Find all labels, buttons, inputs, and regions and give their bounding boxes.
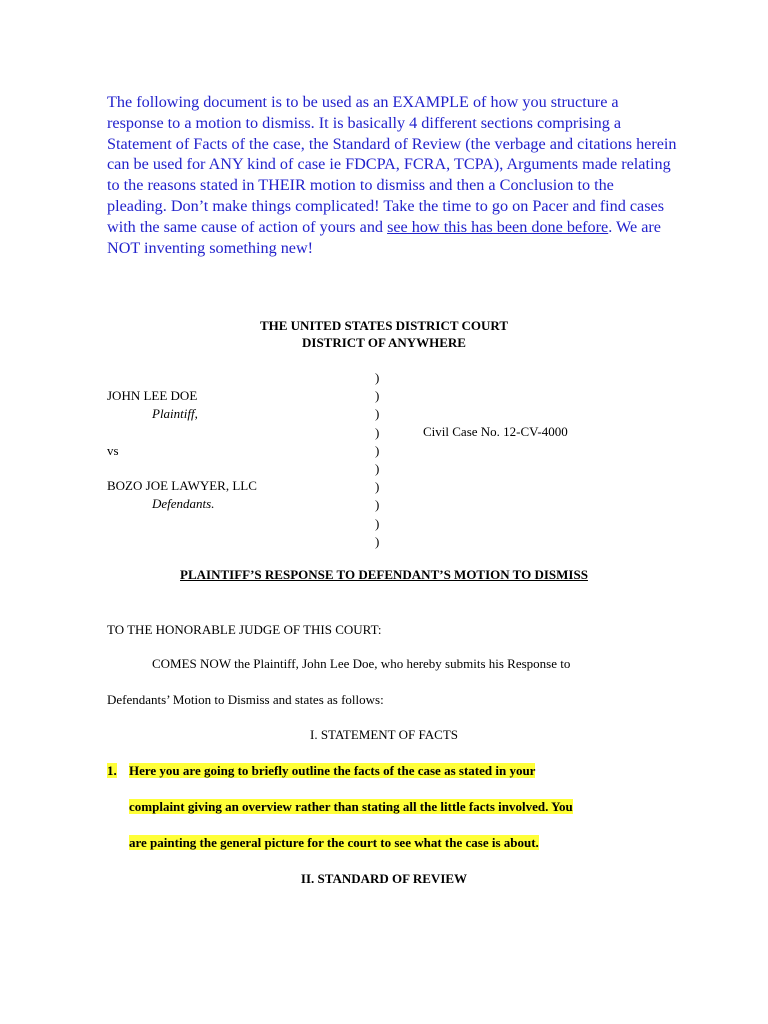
defendant-role: Defendants. (152, 496, 215, 511)
fact-item-number-text: 1. (107, 763, 117, 778)
caption-paren: ) (375, 515, 380, 531)
fact-item-number (107, 762, 117, 779)
versus-text: vs (107, 443, 119, 458)
fact-line-1-text: Here you are going to briefly outline the facts of the case as stated in your (129, 763, 536, 778)
defendant-name: BOZO JOE LAWYER, LLC (107, 478, 257, 493)
opening-line-1: COMES NOW the Plaintiff, John Lee Doe, who hereby submits his Response to (152, 656, 571, 671)
caption-paren-column (375, 369, 379, 551)
intro-instructions (107, 92, 677, 258)
caption-paren: ) (375, 388, 380, 404)
caption-paren: ) (375, 479, 380, 495)
plaintiff-role: Plaintiff, (152, 406, 198, 421)
caption-paren: ) (375, 424, 380, 440)
caption-paren: ) (375, 460, 380, 476)
fact-line-1 (129, 762, 535, 779)
fact-line-2 (129, 798, 573, 815)
salutation: TO THE HONORABLE JUDGE OF THIS COURT: (107, 622, 382, 637)
fact-line-3-text: are painting the general picture for the court to see what the case is about. (129, 835, 539, 850)
case-number: Civil Case No. 12-CV-4000 (423, 424, 568, 439)
opening-line-2: Defendants’ Motion to Dismiss and states as follows: (107, 692, 384, 707)
intro-text-end: . We are NOT inventing something new! (107, 217, 661, 257)
intro-text: The following document is to be used as an EXAMPLE of how you structure a response to a motion to dismiss. It is basically 4 different sections comprising a Statement of Facts of the case, the Standard of Review (the verbage and citations herein can be used for ANY kind of case ie FDCPA, FCRA, TCPA), Arguments made relating to the reasons stated in THEIR motion to dismiss and then a Conclusion to the pleading. Don’t make things complicated! Take the time to go on Pacer and find cases with the same cause of action of yours and (107, 93, 677, 236)
court-title: THE UNITED STATES DISTRICT COURT (259, 318, 509, 333)
caption-paren: ) (375, 406, 380, 422)
intro-underlined-text: see how this has been done before (387, 217, 609, 236)
section-heading-standard: II. STANDARD OF REVIEW (300, 871, 468, 886)
motion-title-text: PLAINTIFF’S RESPONSE TO DEFENDANT’S MOTION TO DISMISS (180, 567, 588, 582)
fact-line-2-text: complaint giving an overview rather than stating all the little facts involved. You (129, 799, 573, 814)
caption-paren: ) (375, 497, 380, 513)
court-district: DISTRICT OF ANYWHERE (302, 335, 466, 350)
motion-title (0, 566, 768, 583)
caption-paren: ) (375, 533, 380, 549)
caption-paren: ) (375, 442, 380, 458)
section-heading-facts: I. STATEMENT OF FACTS (310, 727, 458, 742)
caption-paren: ) (375, 370, 380, 385)
plaintiff-name: JOHN LEE DOE (107, 388, 198, 403)
fact-line-3 (129, 834, 539, 851)
